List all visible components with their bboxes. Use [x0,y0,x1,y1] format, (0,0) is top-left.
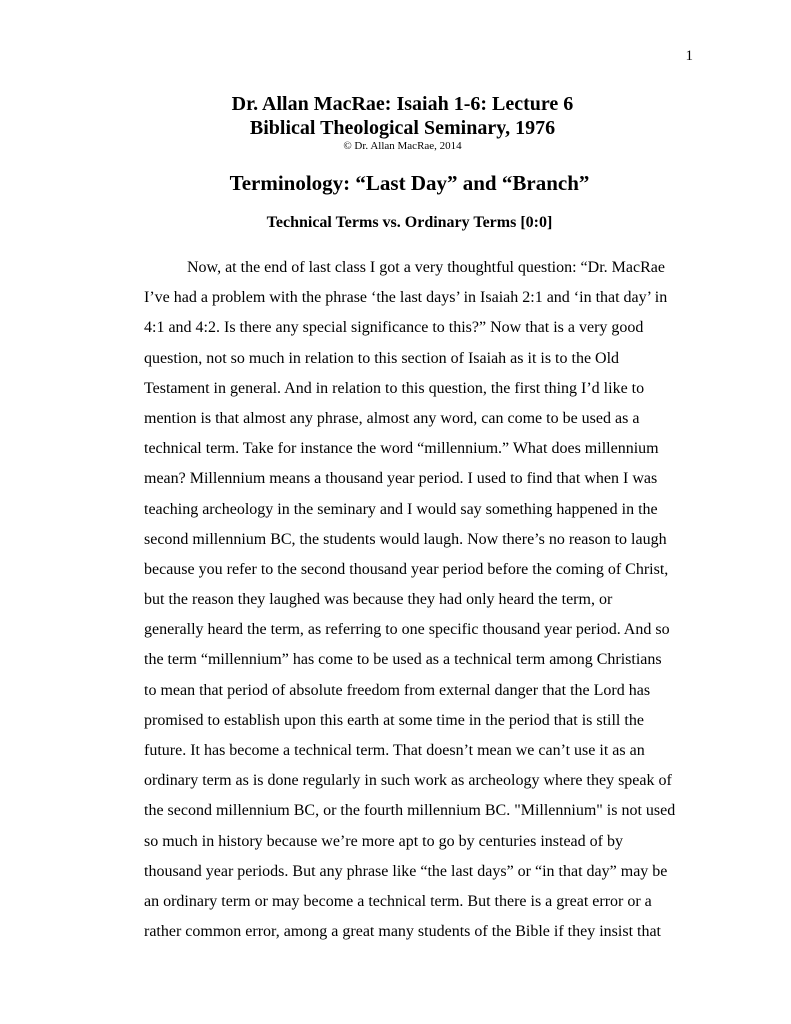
body-line: rather common error, among a great many students of the Bible if they insist that [144,923,661,941]
body-line: to mean that period of absolute freedom from external danger that the Lord has [144,681,651,699]
body-line: thousand year periods. But any phrase like “the last days” or “in that day” may be [144,862,668,880]
title-line-1: Dr. Allan MacRae: Isaiah 1-6: Lecture 6 [231,93,574,115]
body-line: Now, at the end of last class I got a very thoughtful question: “Dr. MacRae [187,259,665,276]
body-line: second millennium BC, the students would laugh. Now there’s no reason to laugh [144,530,667,548]
body-line: mean? Millennium means a thousand year period. I used to find that when I was [144,470,658,488]
body-text [144,253,684,947]
body-line: the term “millennium” has come to be used as a technical term among Christians [144,651,662,669]
page-number: 1 [685,48,693,64]
body-line: the second millennium BC, or the fourth millennium BC. "Millennium" is not used [144,802,676,820]
section-heading: Terminology: “Last Day” and “Branch” [229,171,590,195]
body-line: but the reason they laughed was because they had only heard the term, or [144,591,613,609]
copyright-notice: © Dr. Allan MacRae, 2014 [343,140,462,152]
body-line: promised to establish upon this earth at some time in the period that is still the [144,711,644,729]
body-line: 4:1 and 4:2. Is there any special significance to this?” Now that is a very good [144,319,644,337]
body-line: teaching archeology in the seminary and I would say something happened in the [144,500,658,518]
body-line: an ordinary term or may become a technical term. But there is a great error or a [144,892,652,910]
body-line: ordinary term as is done regularly in such work as archeology where they speak of [144,772,672,790]
body-line: I’ve had a problem with the phrase ‘the last days’ in Isaiah 2:1 and ‘in that day’ in [144,289,668,307]
document-header [0,92,791,153]
body-line: so much in history because we’re more apt to go by centuries instead of by [144,832,623,850]
section-subheading: Technical Terms vs. Ordinary Terms [0:0] [266,214,553,231]
body-line: question, not so much in relation to this section of Isaiah as it is to the Old [144,349,620,367]
title-line-2: Biblical Theological Seminary, 1976 [249,117,556,139]
body-line: technical term. Take for instance the word “millennium.” What does millennium [144,440,659,458]
body-line: mention is that almost any phrase, almost any word, can come to be used as a [144,409,640,427]
body-line: Testament in general. And in relation to this question, the first thing I’d like to [144,379,645,397]
body-line: generally heard the term, as referring to one specific thousand year period. And so [144,621,670,639]
body-line: future. It has become a technical term. That doesn’t mean we can’t use it as an [144,742,645,759]
body-line: because you refer to the second thousand year period before the coming of Christ, [144,560,669,578]
